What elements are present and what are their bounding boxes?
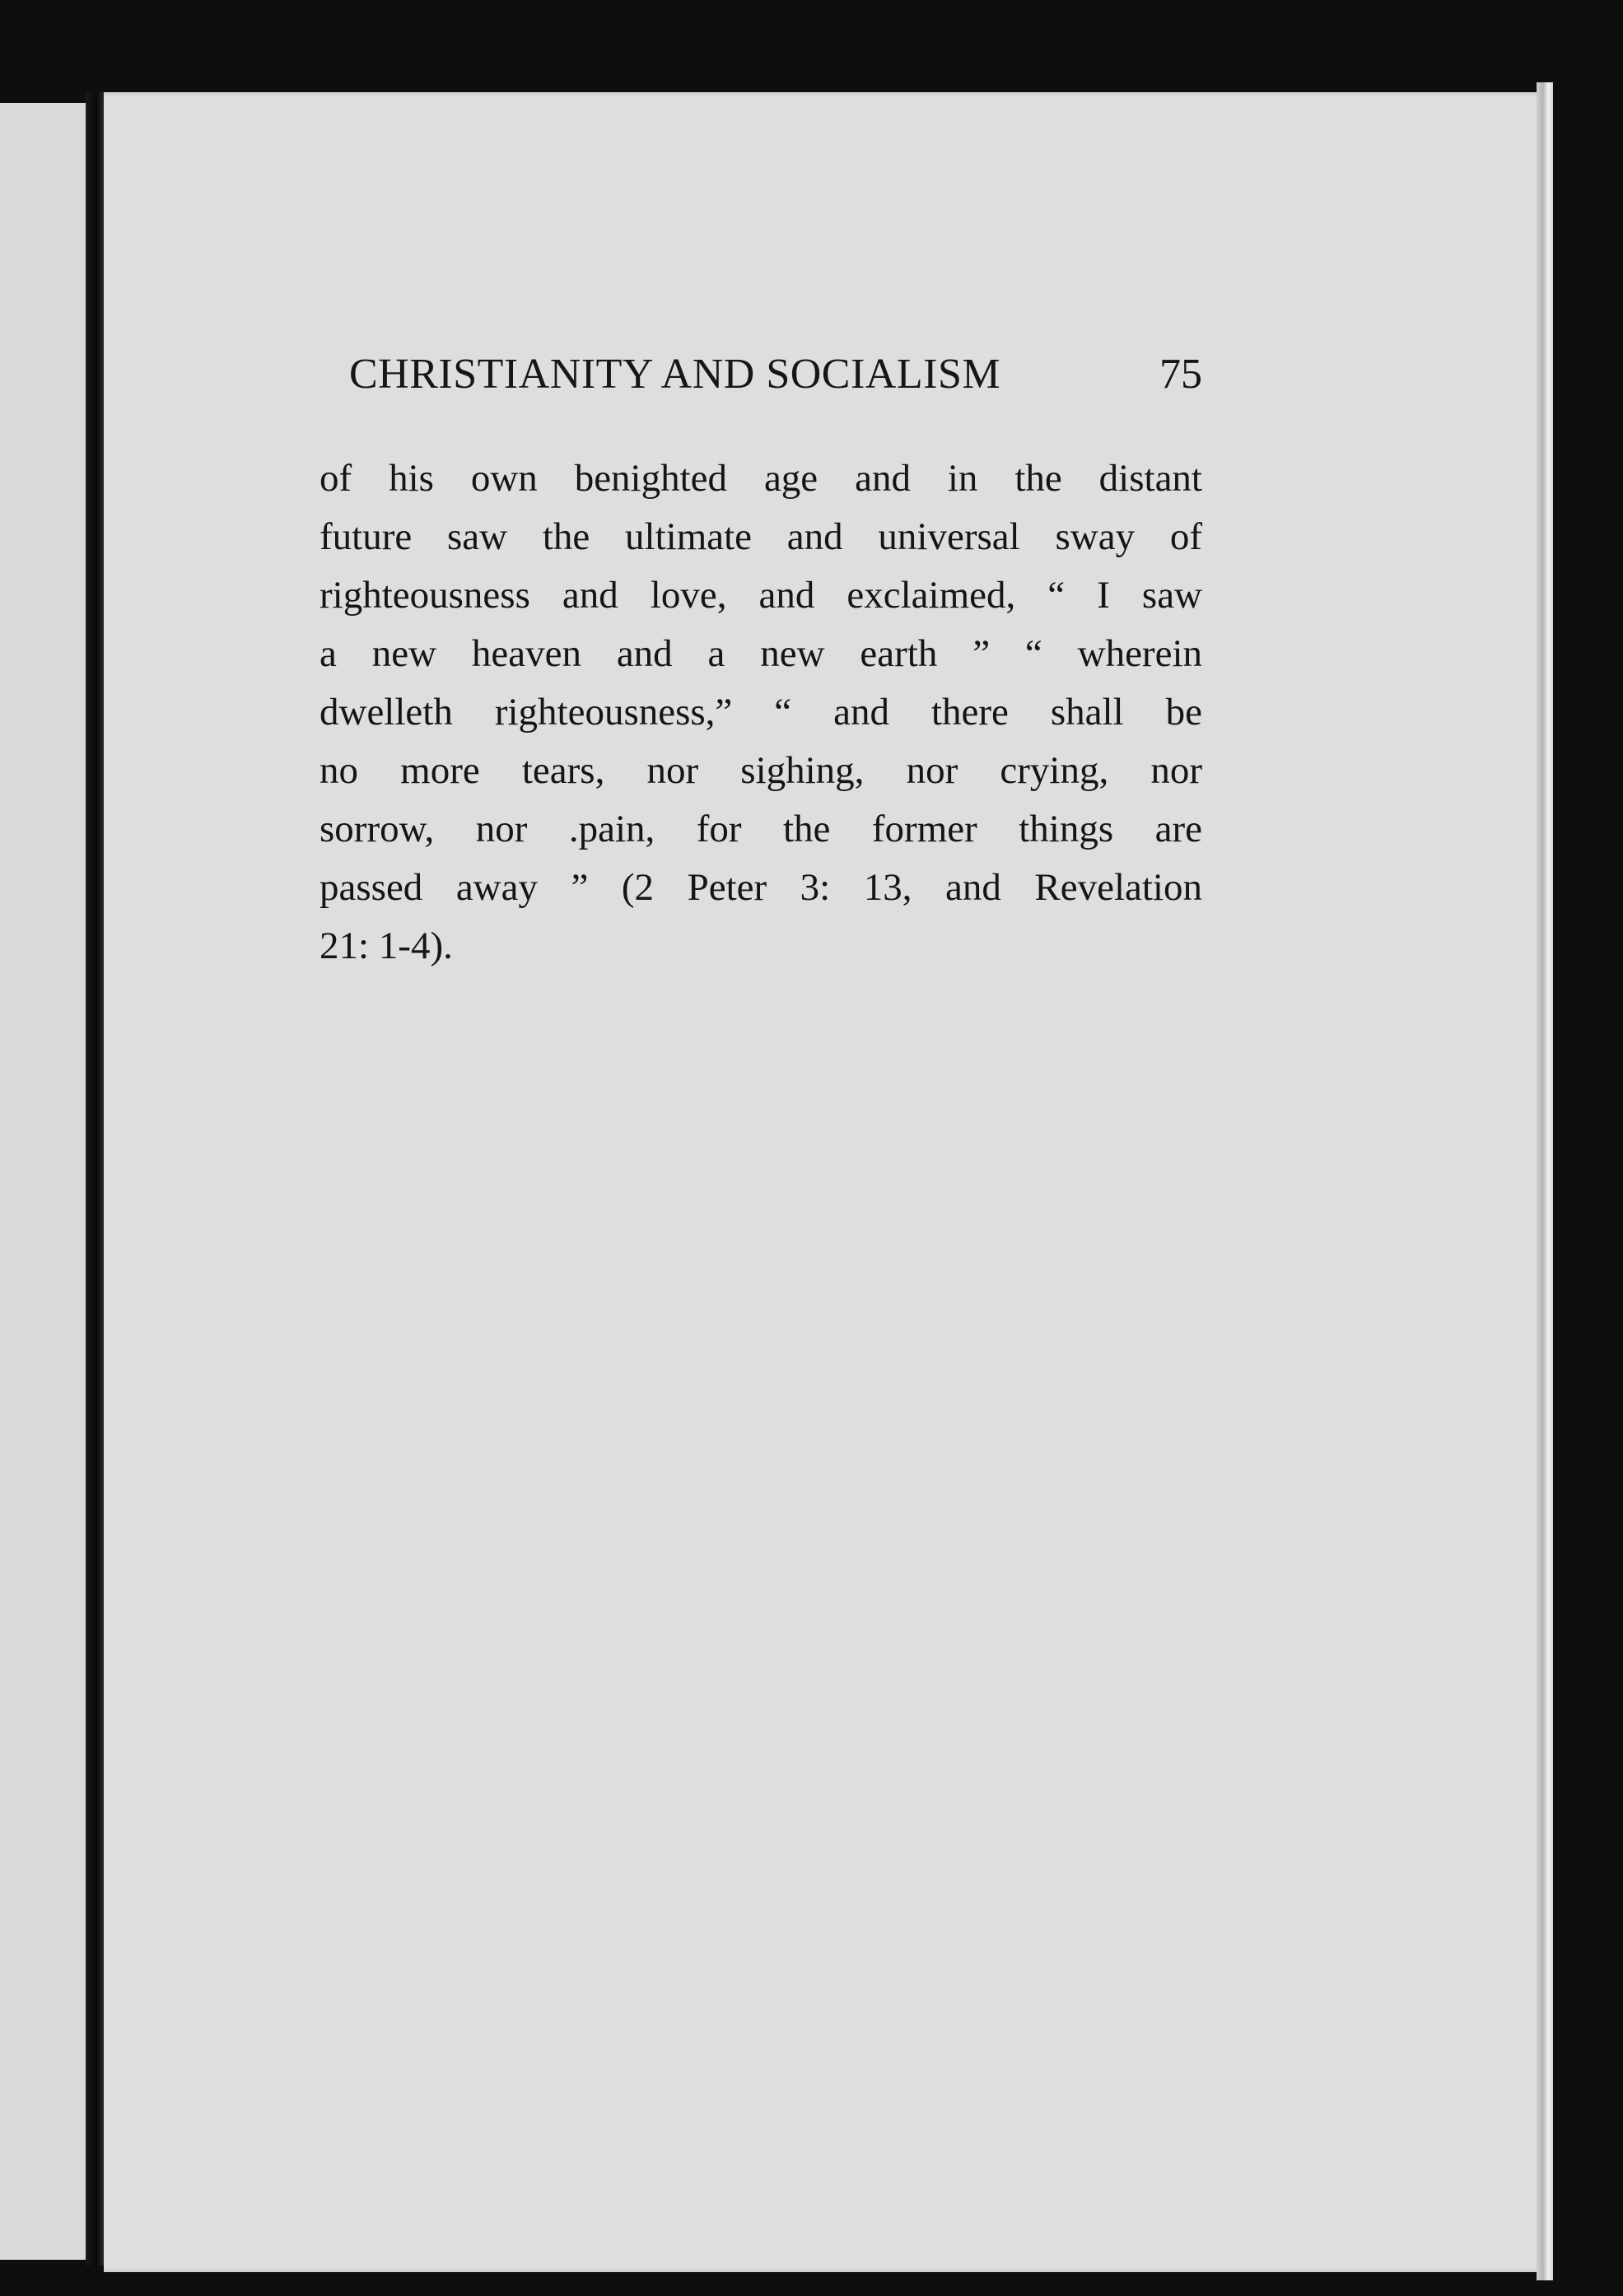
text-line: sorrow, nor .pain, for the former things are	[319, 808, 1202, 850]
book-gutter	[86, 92, 104, 2266]
text-line: 21: 1-4).	[319, 924, 453, 967]
page-number: 75	[1159, 351, 1202, 398]
text-line: future saw the ultimate and universal sway of	[319, 515, 1202, 558]
text-line: righteousness and love, and exclaimed, “ I saw	[319, 574, 1202, 617]
previous-page-edge	[0, 103, 86, 2260]
body-paragraph	[319, 449, 1202, 976]
text-line: passed away ” (2 Peter 3: 13, and Revelation	[319, 866, 1202, 909]
page-stack-edge	[1537, 82, 1553, 2280]
running-head-title: CHRISTIANITY AND SOCIALISM	[349, 351, 1001, 398]
running-head	[349, 346, 1202, 403]
text-line: of his own benighted age and in the distant	[319, 457, 1202, 500]
text-line: a new heaven and a new earth ” “ wherein	[319, 632, 1202, 675]
text-line: dwelleth righteousness,” “ and there shall be	[319, 691, 1202, 734]
text-line: no more tears, nor sighing, nor crying, nor	[319, 749, 1202, 792]
book-page	[104, 92, 1546, 2272]
